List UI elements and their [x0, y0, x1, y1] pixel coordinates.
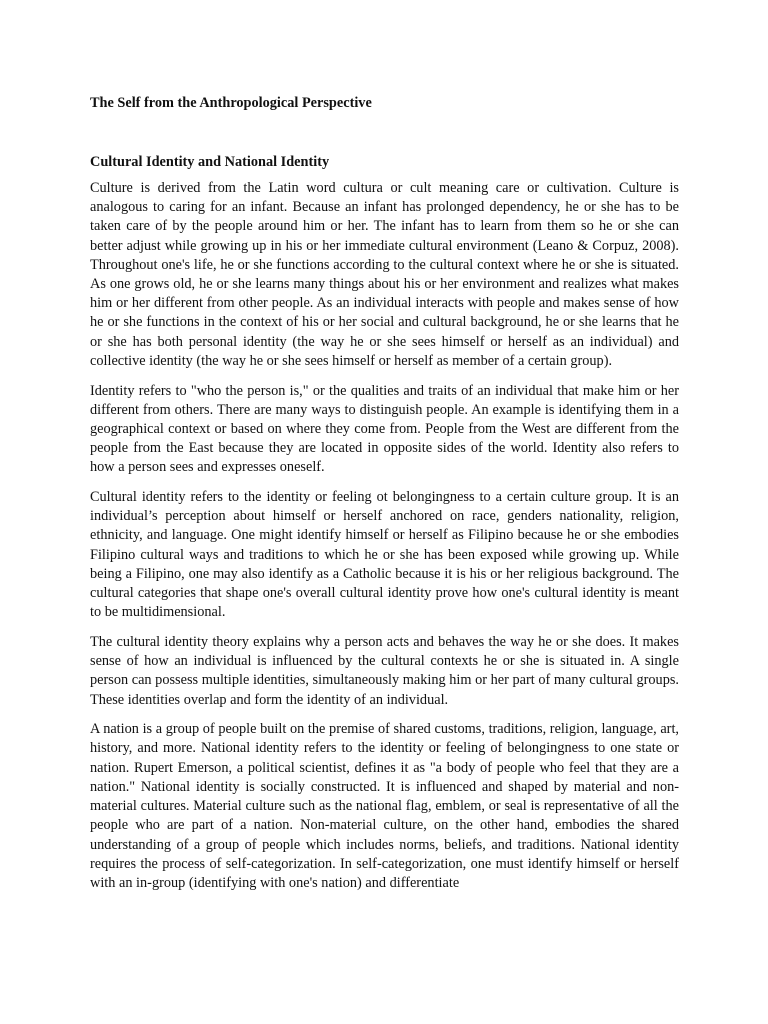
document-title: The Self from the Anthropological Perspective — [90, 95, 372, 111]
paragraph-cultural-identity: Cultural identity refers to the identity or feeling ot belongingness to a certain culture group. It is an individual’s perception about himself or herself anchored on race, genders nationality, religion, ethnicity, and language. One might identify himself or herself as Filipino because he or she embodies Filipino cultural ways and traditions to which he or she has been exposed while growing up. While being a Filipino, one may also identify as a Catholic because it is his or her religious background. The cultural categories that shape one's overall cultural identity prove how one's cultural identity is meant to be multidimensional. — [90, 489, 679, 621]
paragraph-culture-definition: Culture is derived from the Latin word cultura or cult meaning care or cultivation. Culture is analogous to caring for an infant. Because an infant has prolonged dependency, he or she has to be taken care of by the people around him or her. The infant has to learn from them so he or she can better adjust while growing up in his or her immediate cultural environment (Leano & Corpuz, 2008). Throughout one's life, he or she functions according to the cultural context where he or she is situated. As one grows old, he or she learns many things about his or her environment and realizes what makes him or her different from other people. As an individual interacts with people and makes sense of how he or she functions in the context of his or her social and cultural background, he or she learns that he or she has both personal identity (the way he or she sees himself or herself as an individual) and collective identity (the way he or she sees himself or herself as member of a certain group). — [90, 180, 679, 369]
paragraph-national-identity: A nation is a group of people built on the premise of shared customs, traditions, religion, language, art, history, and more. National identity refers to the identity or feeling of belongingness to one state or nation. Rupert Emerson, a political scientist, defines it as "a body of people who feel that they are a nation." National identity is socially constructed. It is influenced and shaped by material and non-material cultures. Material culture such as the national flag, emblem, or seal is representative of all the people who are part of a nation. Non-material culture, on the other hand, embodies the shared understanding of a group of people which includes norms, beliefs, and traditions. National identity requires the process of self-categorization. In self-categorization, one must identify himself or herself with an in-group (identifying with one's nation) and differentiate — [90, 721, 679, 891]
document-body — [90, 179, 679, 904]
paragraph-identity-definition: Identity refers to "who the person is," or the qualities and traits of an individual that make him or her different from others. There are many ways to distinguish people. An example is identifying them in a geographical context or based on where they come from. People from the West are different from the people from the East because they are located in opposite sides of the world. Identity also refers to how a person sees and expresses oneself. — [90, 382, 679, 476]
paragraph-cultural-identity-theory: The cultural identity theory explains why a person acts and behaves the way he or she does. It makes sense of how an individual is influenced by the cultural contexts he or she is situated in. A single person can possess multiple identities, simultaneously making him or her part of many cultural groups. These identities overlap and form the identity of an individual. — [90, 633, 679, 708]
section-heading: Cultural Identity and National Identity — [90, 154, 330, 170]
